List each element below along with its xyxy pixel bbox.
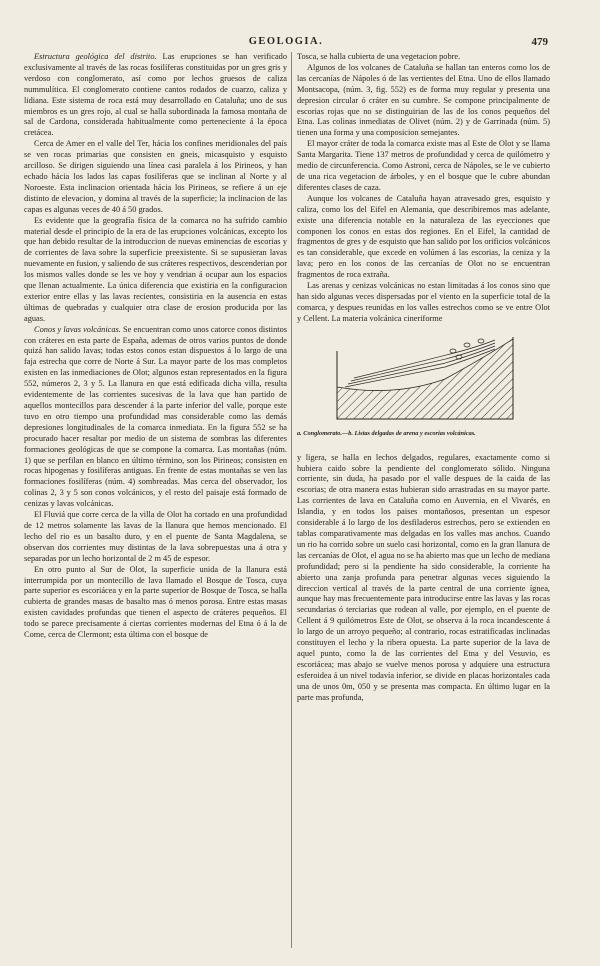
- section-heading: Estructura geológica del distrito.: [34, 52, 157, 61]
- column-divider: [291, 52, 292, 948]
- paragraph: [297, 281, 550, 325]
- right-column: [297, 52, 550, 704]
- pebble: [464, 343, 470, 347]
- running-header: [24, 36, 548, 50]
- left-column: [24, 52, 287, 641]
- paragraph: [24, 139, 287, 215]
- paragraph-text: Aunque los volcanes de Cataluña hayan atravesado gres, esquisto y caliza, como los del Eifel en Alemania, que describiremos mas adelante, existe una diferencia notable en la naturaleza de las eyecciones que componen los conos en estas dos regiones. En el Eifel, la cantidad de fragmentos de gres y de esquisto que han salido por los orificios volcánicos es tan considerable, que excede en volúmen á las escorias, la ceniza y la lava; pero en los conos de las cercanías de Olot no se encuentran fragmentos de roca extraña.: [297, 193, 550, 280]
- paragraph-text: El Fluviá que corre cerca de la villa de Olot ha cortado en una profundidad de 12 metros solamente las lavas de la llanura que hemos mencionado. El lecho del rio es un basalto duro, y en el puente de Santa Magdalena, se observan dos corrientes muy distintas de la lava sobrepuestas una á otra y separadas por un lecho horizontal de 2 m 45 de espesor.: [24, 510, 287, 563]
- running-title: GEOLOGIA.: [248, 36, 324, 47]
- figure-caption: a. Conglomerato.—b. Listas delgadas de arena y escorias volcánicas.: [297, 429, 476, 437]
- paragraph-text: Las erupciones se han verificado exclusivamente al través de las rocas fosilíferas constituidas por un gres gris y verdoso con conglomerato, así como por lechos gruesos de caliza nummulítica. El conglomerato contiene cantos rodados de cuarzo, caliza y lidiana. Este sistema de roca está muy desarrollado en Cataluña; uno de sus miembros es un gres rojo, al cual se halla subordinada la famosa montaña de sal de Cardona, considerada habitualmente como perteneciente á la época cretácea.: [24, 52, 288, 138]
- geological-section-figure: [297, 327, 550, 451]
- paragraph: [24, 565, 287, 641]
- conglomerate-layer: [337, 339, 513, 419]
- pebble: [450, 349, 456, 353]
- pebble: [478, 339, 484, 343]
- paragraph: [297, 139, 550, 194]
- section-heading: Conos y lavas volcánicas.: [34, 324, 121, 334]
- paragraph: [24, 510, 287, 565]
- paragraph: [24, 325, 287, 510]
- paragraph: [24, 52, 287, 139]
- paragraph: [297, 52, 550, 63]
- paragraph-text: Cerca de Amer en el valle del Ter, hácia los confines meridionales del país se ven rocas primarias que consisten en gneis, micasquisto y esquisto arcilloso. Se dirigen siguiendo una línea casi paralela á los Pirineos, y han echado hácia los lados las capas fosilíferas que se inclinan al Norte y al Noroeste. Esta inclinacion orientada hácia los Pirineos, se refiere á un eje distinto de elevacion, y domina al través de la superficie; la inclinacion de las capas es algunas veces de 40 á 50 grados.: [24, 139, 287, 214]
- paragraph: [297, 63, 550, 139]
- paragraph-text: y ligera, se halla en lechos delgados, regulares, exactamente como si hubiera caido sobre la pendiente del conglomerato sólido. Ninguna corriente, sin duda, ha pasado por el valle despues de la caida de las escorias; de otra manera estas hubieran sido arrastradas en su mayor parte. Las corrientes de lava en Cataluña como en Auvernia, en el Vivarés, en Islandia, y en todos los paises montañosos, presentan un espesor considerable á lo largo de los desfiladeros estrechos, pero se extienden en tablas comparativamente mas delgadas en los valles mas anchos. Cuando un rio ha corrido sobre un suelo casi horizontal, como en la gran llanura de las cercanías de Olot, el agua no se ha abierto mas que un lecho de mediana profundidad; pero si la pendiente ha sido considerable, la corriente ha abierto una zanja profunda para penetrar algunas veces siguiendo la direccion vertical al través de la parte central de una corriente ígnea, aunque hay mas frecuentemente para introducirse entre las lavas y las rocas secundarias ó terciarias que rodean al valle, por ejemplo, en el puente de Cellent á 9 quilómetros Este de Olot, se observa á la roca incandescente á lo largo de un arroyo pequeño; al contrario, rocas estratificadas inclinadas constituyen el lecho y la ribera opuesta. La parte superior de la lava de aquel punto, como la de las corrientes del Etna y del Vesuvio, es escoriácea; mas abajo se vuelve menos porosa y adquiere una estructura esferoidea á un nivel todavía inferior, se divide en placas horizontales cada una de unos 0m, 050 y se presenta mas compacta. En último lugar en la parte mas profunda,: [297, 452, 550, 702]
- paragraph-text: El mayor cráter de toda la comarca existe mas al Este de Olot y se llama Santa Margarita. Tiene 137 metros de profundidad y cerca de quilómetro y medio de circunferencia. Como Astroni, cerca de Nápoles, se le ve cubierto de una rica vegetacion de árboles, y en el bosque que le cubre abundan diferentes clases de caza.: [297, 139, 550, 192]
- paragraph: [297, 453, 550, 704]
- paragraph-text: En otro punto al Sur de Olot, la superficie unida de la llanura está interrumpida por un montecillo de lava llamado el Bosque de Tosca, cuya parte superior es escoriácea y en la parte superior de Bosque de Tosca, se halla cubierta de grandes masas de basalto mas ó menos porosa. Entre estas masas existen cavidades profundas que tienen el aspecto de cráteres pequeños. El todo se parece precisamente á ciertas corrientes modernas del Etna ó á la de Come, cerca de Clermont; esta última con el bosque de: [24, 564, 287, 640]
- paragraph-text: Algunos de los volcanes de Cataluña se hallan tan enteros como los de las cercanías de Nápoles ó de las vertientes del Etna. Uno de ellos llamado Montsacopa, (núm. 3, fig. 552) es de forma muy regular y presenta una depresion circular ó cráter en su cumbre. Se compone principalmente de escorias rojas que no se distinguirian de las de los conos pequeños del Etna. Las colinas inmediatas de Olivet (núm. 2) y de Garrinada (núm. 5) tienen una forma y una composicion semejantes.: [297, 62, 550, 138]
- paragraph-text: Las arenas y cenizas volcánicas no estan limitadas á los conos sino que han sido algunas veces dispersadas por el viento en la superficie total de la comarca, y despues reunidas en los valles estrechos como se ve entre Olot y Cellent. La materia volcánica cineriforme: [297, 281, 550, 323]
- paragraph: [24, 216, 287, 325]
- paragraph: [297, 194, 550, 281]
- paragraph-text: Se encuentran como unos catorce conos distintos con cráteres en esta parte de España, ademas de otros varios puntos de donde quizá han salido lavas; todas estos conos estan dispuestos á lo largo de una faja estrecha que corre de Norte á Sur. La mayor parte de los mas completos existen en las inmediaciones de Olot; algunos estan representados en la figura 552, números 2, 3 y 5. La llanura en que está edificada dicha villa, resulta evidentemente de las corrientes sucesivas de la lava que han partido de aquellos montecillos para descender á la parte inferior del valle, porque este tuvo en otro tiempo una profundidad mas considerable como las demás depresiones longitudinales de la comarca inmediata. En la figura 552 se ha procurado hacer resaltar por medio de un sistema de sombras las diferentes formaciones geológicas de que se compone la comarca. Las montañas (núm. 1) que se perfilan en blanco en último término, son los Pirineos; consisten en rocas hipogenas y fosilíferas antiguas. En frente de estas montañas se ven las formaciones fosilíferas (núm. 4) sombreadas. Mas cerca del observador, los colinas 2, 3 y 5 son conos volcánicos, y el resto del paisaje está formado de cenizas y lavas volcánicas.: [24, 324, 287, 509]
- page-number: 479: [531, 36, 548, 48]
- paragraph-text: Es evidente que la geografía física de la comarca no ha sufrido cambio material desde el principio de la era de las erupciones volcánicas, excepto los que han debido resultar de la introduccion de nuevas eminencias de escorias y de corrientes de lava sobre la superficie preexistente. Si se supusieran lavas nuevamente en fusion, y saliendo de sus cráteres respectivos, descenderian por los mismos valles donde se les ve hoy y vendrian á ocupar aun los espacios que llenan actualmente. La única diferencia que existiria en la configuracion exterior entre ellas y las lavas recientes, consistiria en la ausencia en estas últimas de quebradas y cualquier otra clase de erosion producida por las aguas.: [24, 215, 287, 323]
- paragraph-text: Tosca, se halla cubierta de una vegetacion pobre.: [297, 52, 461, 61]
- section-drawing: [335, 327, 515, 427]
